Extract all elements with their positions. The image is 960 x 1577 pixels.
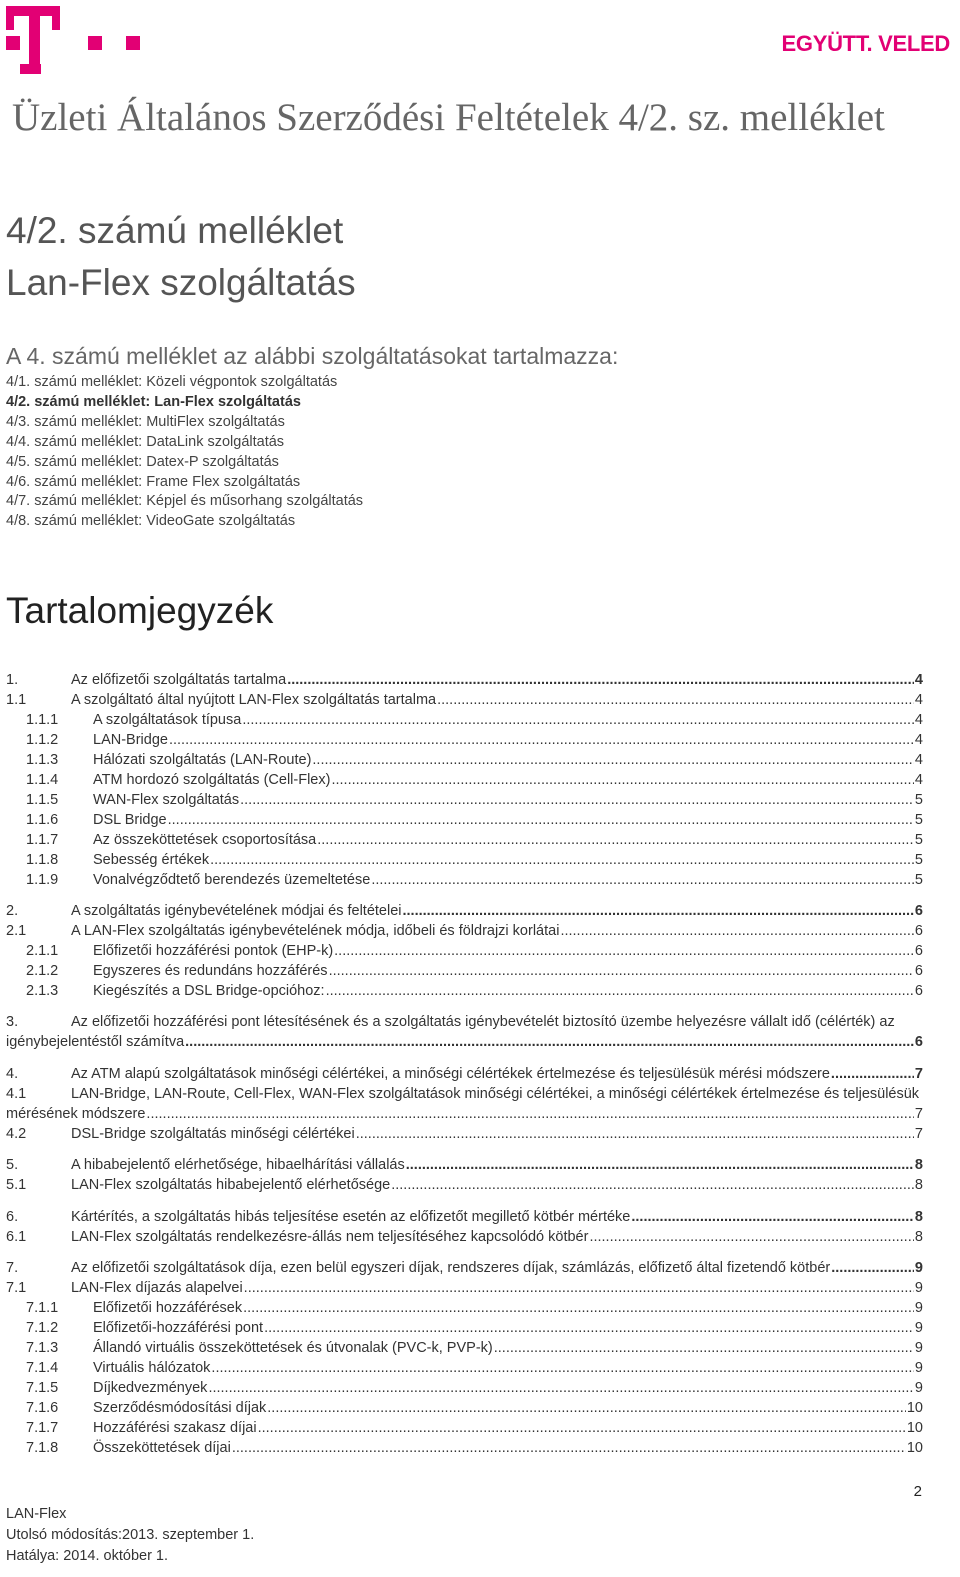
toc-entry[interactable] bbox=[6, 1084, 923, 1124]
toc-entry-title: Az előfizetői hozzáférési pont létesítésének és a szolgáltatás igénybevételét biztosító üzembe helyezésre vállalt idő (célérték) az bbox=[71, 1014, 895, 1030]
toc-entry-page: 9 bbox=[914, 1320, 923, 1336]
toc-entry-title: Előfizetői-hozzáférési pont bbox=[93, 1320, 264, 1336]
toc-entry-title: DSL-Bridge szolgáltatás minőségi célértékei bbox=[71, 1126, 355, 1142]
toc-entry[interactable] bbox=[6, 870, 923, 890]
toc-entry-number: 4. bbox=[6, 1066, 19, 1082]
toc-leader-dots bbox=[371, 870, 914, 890]
toc-entry-number: 1.1.2 bbox=[26, 732, 59, 748]
toc-entry-page: 8 bbox=[914, 1229, 923, 1245]
toc-entry[interactable] bbox=[6, 830, 923, 850]
footer-doc-name: LAN-Flex bbox=[6, 1506, 67, 1522]
toc-entry-page: 4 bbox=[914, 672, 923, 688]
toc-entry-number: 2.1.3 bbox=[26, 983, 59, 999]
toc-entry[interactable] bbox=[6, 921, 923, 941]
toc-entry-number: 2.1.2 bbox=[26, 963, 59, 979]
toc-entry-title: Előfizetői hozzáférési pontok (EHP-k) bbox=[93, 943, 334, 959]
footer bbox=[6, 1504, 254, 1567]
toc-entry-number: 2.1.1 bbox=[26, 943, 59, 959]
toc-entry-page: 4 bbox=[914, 752, 923, 768]
toc-leader-dots bbox=[831, 1258, 914, 1278]
toc-entry[interactable] bbox=[6, 1207, 923, 1227]
toc-entry[interactable] bbox=[6, 1398, 923, 1418]
annex-list-item: 4/6. számú melléklet: Frame Flex szolgáltatás bbox=[6, 473, 301, 490]
toc-entry-title: Díjkedvezmények bbox=[93, 1380, 208, 1396]
toc-entry-number: 7. bbox=[6, 1260, 19, 1276]
toc-leader-dots bbox=[356, 1124, 914, 1144]
toc-entry-title: LAN-Flex díjazás alapelvei bbox=[71, 1280, 243, 1296]
toc-entry-page: 5 bbox=[914, 852, 923, 868]
toc-leader-dots bbox=[169, 730, 914, 750]
toc-entry-title: LAN-Bridge bbox=[93, 732, 168, 748]
annex-list bbox=[6, 373, 363, 532]
toc-entry[interactable] bbox=[6, 710, 923, 730]
toc-heading: Tartalomjegyzék bbox=[6, 590, 274, 631]
toc-entry-title: A szolgáltató által nyújtott LAN-Flex szolgáltatás tartalma bbox=[71, 692, 437, 708]
toc-entry[interactable] bbox=[6, 810, 923, 830]
toc-entry[interactable] bbox=[6, 981, 923, 1001]
toc-entry-number: 7.1.6 bbox=[26, 1400, 59, 1416]
toc-entry-page: 10 bbox=[906, 1440, 923, 1456]
toc-entry[interactable] bbox=[6, 730, 923, 750]
toc-entry-page: 7 bbox=[914, 1126, 923, 1142]
annex-list-item: 4/7. számú melléklet: Képjel és műsorhang szolgáltatás bbox=[6, 493, 364, 510]
annex-list-item: 4/3. számú melléklet: MultiFlex szolgáltatás bbox=[6, 413, 285, 430]
toc-leader-dots bbox=[243, 1298, 914, 1318]
toc-entry-title-continued: igénybejelentéstől számítva bbox=[6, 1034, 185, 1050]
toc-entry-title: Hozzáférési szakasz díjai bbox=[93, 1420, 257, 1436]
toc-entry-title: A hibabejelentő elérhetősége, hibaelhárítási vállalás bbox=[71, 1157, 405, 1173]
toc-entry[interactable] bbox=[6, 690, 923, 710]
toc-entry-number: 5. bbox=[6, 1157, 19, 1173]
toc-leader-dots bbox=[329, 961, 914, 981]
toc-entry[interactable] bbox=[6, 1012, 923, 1052]
toc-entry[interactable] bbox=[6, 1227, 923, 1247]
toc-entry-page: 9 bbox=[914, 1280, 923, 1296]
toc-leader-dots bbox=[312, 750, 914, 770]
toc-leader-dots bbox=[168, 810, 914, 830]
toc-entry-page: 4 bbox=[914, 712, 923, 728]
toc-entry-title: WAN-Flex szolgáltatás bbox=[93, 792, 240, 808]
toc-entry-title: Állandó virtuális összeköttetések és útvonalak (PVC-k, PVP-k) bbox=[93, 1340, 493, 1356]
toc-leader-dots bbox=[264, 1318, 914, 1338]
toc-leader-dots bbox=[211, 1358, 914, 1378]
toc-entry-title: Kártérítés, a szolgáltatás hibás teljesítése esetén az előfizetőt megillető kötbér mértéke bbox=[71, 1209, 631, 1225]
toc-entry-number: 4.1 bbox=[6, 1086, 27, 1102]
toc-leader-dots bbox=[317, 830, 914, 850]
toc-entry-number: 7.1.1 bbox=[26, 1300, 59, 1316]
toc-entry[interactable] bbox=[6, 1338, 923, 1358]
toc-entry-number: 1.1.5 bbox=[26, 792, 59, 808]
toc-entry-page: 9 bbox=[914, 1340, 923, 1356]
toc-leader-dots bbox=[240, 790, 914, 810]
toc-leader-dots bbox=[402, 901, 913, 921]
toc-entry-page: 6 bbox=[914, 1034, 923, 1050]
toc-entry[interactable] bbox=[6, 790, 923, 810]
toc-leader-dots bbox=[589, 1227, 913, 1247]
document-title: Üzleti Általános Szerződési Feltételek 4/2. sz. melléklet bbox=[12, 96, 885, 139]
toc-leader-dots bbox=[560, 921, 913, 941]
toc-entry-title: LAN-Flex szolgáltatás rendelkezésre-állás nem teljesítéséhez kapcsolódó kötbér bbox=[71, 1229, 589, 1245]
toc-entry-title: A LAN-Flex szolgáltatás igénybevételének módja, időbeli és földrajzi korlátai bbox=[71, 923, 560, 939]
toc-leader-dots bbox=[146, 1104, 914, 1124]
toc-entry-page: 4 bbox=[914, 732, 923, 748]
toc-entry[interactable] bbox=[6, 1258, 923, 1278]
toc-entry-number: 5.1 bbox=[6, 1177, 27, 1193]
toc-entry-title: Az előfizetői szolgáltatások díja, ezen belül egyszeri díjak, rendszeres díjak, számlázás, előfizető által fizetendő kötbér bbox=[71, 1260, 831, 1276]
toc-entry-number: 4.2 bbox=[6, 1126, 27, 1142]
toc-entry-title: DSL Bridge bbox=[93, 812, 167, 828]
toc-entry-page: 9 bbox=[914, 1380, 923, 1396]
toc-entry-title-continued: mérésének módszere bbox=[6, 1106, 146, 1122]
annex-heading-number: 4/2. számú melléklet bbox=[6, 210, 344, 251]
toc-entry[interactable] bbox=[6, 941, 923, 961]
toc-entry-number: 7.1.4 bbox=[26, 1360, 59, 1376]
toc-entry-title: ATM hordozó szolgáltatás (Cell-Flex) bbox=[93, 772, 331, 788]
toc-entry-page: 6 bbox=[914, 983, 923, 999]
toc-leader-dots bbox=[331, 770, 913, 790]
toc-entry-page: 6 bbox=[914, 903, 923, 919]
toc-entry-number: 1.1.1 bbox=[26, 712, 59, 728]
toc-entry-number: 2. bbox=[6, 903, 19, 919]
toc-entry-number: 1.1.8 bbox=[26, 852, 59, 868]
page-number: 2 bbox=[913, 1483, 922, 1500]
toc-entry-page: 6 bbox=[914, 963, 923, 979]
toc-entry[interactable] bbox=[6, 1358, 923, 1378]
toc-entry-number: 1. bbox=[6, 672, 19, 688]
toc-leader-dots bbox=[406, 1155, 914, 1175]
toc-entry[interactable] bbox=[6, 1418, 923, 1438]
toc-entry-title: Egyszeres és redundáns hozzáférés bbox=[93, 963, 328, 979]
annex-heading-service: Lan-Flex szolgáltatás bbox=[6, 262, 356, 303]
toc-entry-title: Virtuális hálózatok bbox=[93, 1360, 211, 1376]
toc-entry[interactable] bbox=[6, 1278, 923, 1298]
toc-entry[interactable] bbox=[6, 901, 923, 921]
toc-entry-page: 6 bbox=[914, 943, 923, 959]
toc-entry-number: 1.1.4 bbox=[26, 772, 59, 788]
toc-entry[interactable] bbox=[6, 750, 923, 770]
toc-leader-dots bbox=[334, 941, 914, 961]
annex-list-item: 4/1. számú melléklet: Közeli végpontok szolgáltatás bbox=[6, 374, 338, 390]
telekom-t-logo-icon bbox=[6, 6, 140, 74]
toc-entry-number: 7.1.2 bbox=[26, 1320, 59, 1336]
toc-entry[interactable] bbox=[6, 961, 923, 981]
toc-entry-number: 1.1.3 bbox=[26, 752, 59, 768]
toc-entry-page: 9 bbox=[914, 1300, 923, 1316]
toc-entry-page: 8 bbox=[914, 1157, 923, 1173]
footer-effective: Hatálya: 2014. október 1. bbox=[6, 1548, 169, 1564]
toc-entry-page: 5 bbox=[914, 812, 923, 828]
toc-entry-page: 4 bbox=[914, 692, 923, 708]
toc-entry-title: A szolgáltatás igénybevételének módjai és feltételei bbox=[71, 903, 402, 919]
toc-entry-page: 10 bbox=[906, 1400, 923, 1416]
toc-entry[interactable] bbox=[6, 1124, 923, 1144]
toc-entry-page: 8 bbox=[914, 1177, 923, 1193]
toc-entry-page: 5 bbox=[914, 792, 923, 808]
toc-entry-title: LAN-Flex szolgáltatás hibabejelentő elérhetősége bbox=[71, 1177, 391, 1193]
toc-entry[interactable] bbox=[6, 1175, 923, 1195]
toc-entry[interactable] bbox=[6, 770, 923, 790]
annex-list-item: 4/8. számú melléklet: VideoGate szolgáltatás bbox=[6, 513, 296, 530]
toc-entry[interactable] bbox=[6, 850, 923, 870]
toc-entry-title: Az ATM alapú szolgáltatások minőségi célértékei, a minőségi célértékek értelmezése és teljesülésük mérési módszere bbox=[71, 1066, 830, 1082]
toc-entry-page: 6 bbox=[914, 923, 923, 939]
toc-entry[interactable] bbox=[6, 1438, 923, 1458]
annex-list-item: 4/5. számú melléklet: Datex-P szolgáltatás bbox=[6, 453, 279, 470]
toc-entry-page: 7 bbox=[914, 1066, 923, 1082]
toc-entry-page: 4 bbox=[914, 772, 923, 788]
toc-entry-title: Kiegészítés a DSL Bridge-opcióhoz: bbox=[93, 983, 325, 999]
toc-entry-title: A szolgáltatások típusa bbox=[93, 712, 242, 728]
toc-entry[interactable] bbox=[6, 1155, 923, 1175]
toc-entry-number: 3. bbox=[6, 1014, 19, 1030]
annex-list-item: 4/4. számú melléklet: DataLink szolgáltatás bbox=[6, 433, 285, 450]
toc-leader-dots bbox=[437, 690, 914, 710]
toc-entry-number: 7.1 bbox=[6, 1280, 27, 1296]
toc-leader-dots bbox=[267, 1398, 906, 1418]
toc-entry-title: Az összeköttetések csoportosítása bbox=[93, 832, 317, 848]
toc-entry-title: Hálózati szolgáltatás (LAN-Route) bbox=[93, 752, 312, 768]
toc-leader-dots bbox=[258, 1418, 906, 1438]
toc-leader-dots bbox=[232, 1438, 906, 1458]
toc-entry-title: LAN-Bridge, LAN-Route, Cell-Flex, WAN-Flex szolgáltatások minőségi célértékei, a minőségi célértékek értelmezése és teljesülésük bbox=[71, 1086, 920, 1102]
toc-entry-number: 1.1.6 bbox=[26, 812, 59, 828]
toc-entry[interactable] bbox=[6, 1378, 923, 1398]
toc-entry-number: 1.1 bbox=[6, 692, 27, 708]
toc-entry-title: Az előfizetői szolgáltatás tartalma bbox=[71, 672, 287, 688]
toc-leader-dots bbox=[631, 1207, 914, 1227]
toc-entry[interactable] bbox=[6, 1318, 923, 1338]
toc-leader-dots bbox=[391, 1175, 914, 1195]
toc-leader-dots bbox=[242, 710, 914, 730]
toc-entry-page: 8 bbox=[914, 1209, 923, 1225]
toc-entry-number: 7.1.5 bbox=[26, 1380, 59, 1396]
toc-entry-number: 1.1.9 bbox=[26, 872, 59, 888]
brand-slogan: EGYÜTT. VELED bbox=[781, 31, 950, 56]
toc-entry-title: Sebesség értékek bbox=[93, 852, 210, 868]
toc-entry-number: 2.1 bbox=[6, 923, 27, 939]
toc-entry-number: 7.1.3 bbox=[26, 1340, 59, 1356]
toc-leader-dots bbox=[185, 1032, 914, 1052]
toc-entry-title: Előfizetői hozzáférések bbox=[93, 1300, 243, 1316]
toc-leader-dots bbox=[287, 670, 914, 690]
toc-leader-dots bbox=[208, 1378, 913, 1398]
toc-leader-dots bbox=[326, 981, 914, 1001]
toc-entry-page: 9 bbox=[914, 1260, 923, 1276]
toc-entry-title: Összeköttetések díjai bbox=[93, 1440, 231, 1456]
annex-heading bbox=[6, 205, 356, 309]
toc-leader-dots bbox=[210, 850, 914, 870]
annex-intro: A 4. számú melléklet az alábbi szolgáltatásokat tartalmazza: bbox=[6, 343, 619, 369]
toc-leader-dots bbox=[244, 1278, 914, 1298]
toc-entry[interactable] bbox=[6, 1064, 923, 1084]
toc-entry-page: 7 bbox=[914, 1106, 923, 1122]
annex-list-item-current: 4/2. számú melléklet: Lan-Flex szolgáltatás bbox=[6, 393, 301, 410]
toc-entry[interactable] bbox=[6, 670, 923, 690]
footer-modified: Utolsó módosítás:2013. szeptember 1. bbox=[6, 1527, 255, 1543]
toc-entry-number: 6.1 bbox=[6, 1229, 27, 1245]
toc-entry-number: 7.1.7 bbox=[26, 1420, 59, 1436]
toc-entry[interactable] bbox=[6, 1298, 923, 1318]
toc-entry-page: 5 bbox=[914, 872, 923, 888]
toc-entry-page: 5 bbox=[914, 832, 923, 848]
toc-leader-dots bbox=[494, 1338, 914, 1358]
toc-leader-dots bbox=[831, 1064, 914, 1084]
toc-entry-page: 10 bbox=[906, 1420, 923, 1436]
toc-entry-number: 7.1.8 bbox=[26, 1440, 59, 1456]
toc-entry-page: 9 bbox=[914, 1360, 923, 1376]
toc-entry-title: Szerződésmódosítási díjak bbox=[93, 1400, 267, 1416]
toc-entry-number: 6. bbox=[6, 1209, 19, 1225]
toc-entry-number: 1.1.7 bbox=[26, 832, 59, 848]
toc-entry-title: Vonalvégződtető berendezés üzemeltetése bbox=[93, 872, 371, 888]
